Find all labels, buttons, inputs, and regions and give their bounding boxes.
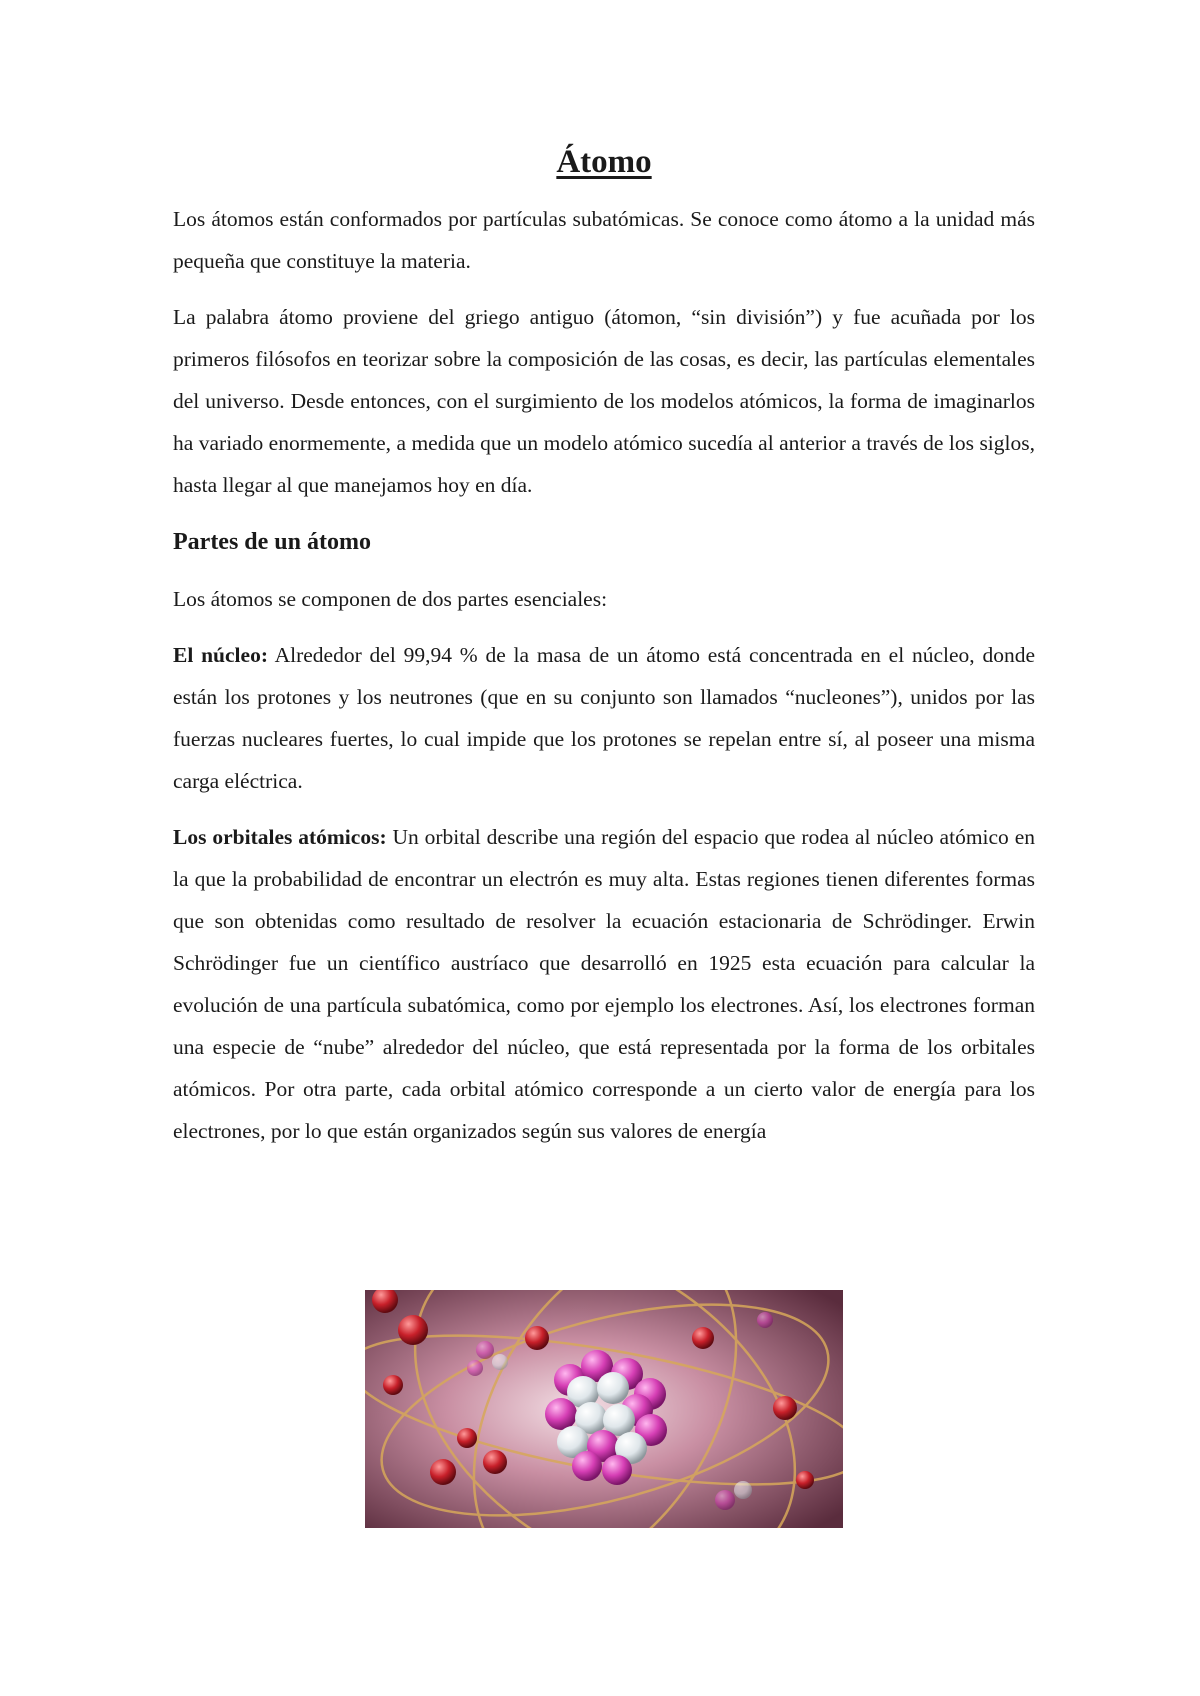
part-text: Un orbital describe una región del espacio que rodea al núcleo atómico en la que la probabilidad de encontrar un electrón es muy alta. Estas regiones tienen diferentes formas que son obtenidas como resultado de resolver la ecuación estacionaria de Schrödinger. Erwin Schrödinger fue un científico austríaco que desarrolló en 1925 esta ecuación para calcular la evolución de una partícula subatómica, como por ejemplo los electrones. Así, los electrones forman una especie de “nube” alrededor del núcleo, que está representada por la forma de los orbitales atómicos. Por otra parte, cada orbital atómico corresponde a un cierto valor de energía para los electrones, por lo que están organizados según sus valores de energía [173,825,1035,1143]
part-text: Alrededor del 99,94 % de la masa de un átomo está concentrada en el núcleo, donde están los protones y los neutrones (que en su conjunto son llamados “nucleones”), unidos por las fuerzas nucleares fuertes, lo cual impide que los protones se repelan entre sí, al poseer una misma carga eléctrica. [173,643,1035,793]
part-term: El núcleo: [173,643,268,667]
section-heading: Partes de un átomo [173,529,371,555]
section-intro: Los átomos se componen de dos partes esenciales: [173,587,608,611]
atom-illustration-icon [365,1290,843,1528]
part-orbitals [173,816,1035,1152]
part-nucleus [173,634,1035,802]
paragraph-etymology: La palabra átomo proviene del griego antiguo (átomon, “sin división”) y fue acuñada por los primeros filósofos en teorizar sobre la composición de las cosas, es decir, las partículas elementales del universo. Desde entonces, con el surgimiento de los modelos atómicos, la forma de imaginarlos ha variado enormemente, a medida que un modelo atómico sucedía al anterior a través de los siglos, hasta llegar al que manejamos hoy en día. [173,305,1035,497]
document-body [173,140,1035,1166]
part-term: Los orbitales atómicos: [173,825,387,849]
paragraph-intro: Los átomos están conformados por partículas subatómicas. Se conoce como átomo a la unidad más pequeña que constituye la materia. [173,207,1035,273]
page-title: Átomo [556,144,652,180]
